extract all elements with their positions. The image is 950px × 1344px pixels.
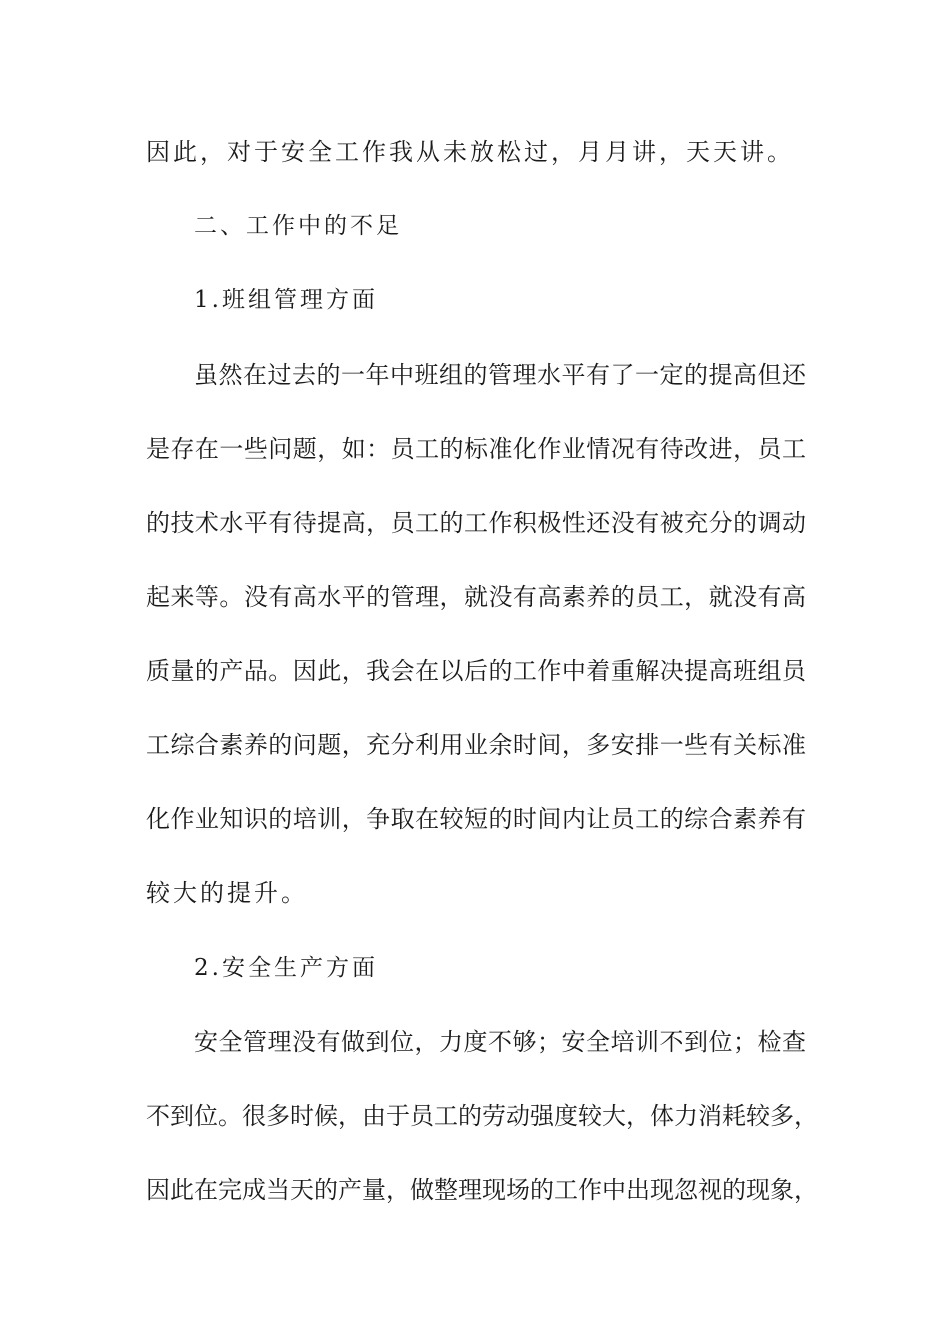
paragraph-line: 因此在完成当天的产量，做整理现场的工作中出现忽视的现象，	[146, 1176, 818, 1204]
paragraph-line: 是存在一些问题，如：员工的标准化作业情况有待改进，员工	[146, 435, 806, 463]
paragraph-line: 的技术水平有待提高，员工的工作积极性还没有被充分的调动	[146, 509, 806, 537]
paragraph-line: 质量的产品。因此，我会在以后的工作中着重解决提高班组员	[146, 657, 806, 685]
paragraph-line: 化作业知识的培训，争取在较短的时间内让员工的综合素养有	[146, 805, 806, 833]
section-heading: 二、工作中的不足	[194, 213, 402, 239]
paragraph-line: 较大的提升。	[146, 879, 308, 907]
paragraph-line: 安全管理没有做到位，力度不够；安全培训不到位；检查	[194, 1028, 806, 1056]
paragraph-line: 虽然在过去的一年中班组的管理水平有了一定的提高但还	[194, 361, 806, 389]
paragraph-line: 不到位。很多时候，由于员工的劳动强度较大，体力消耗较多，	[146, 1102, 818, 1130]
paragraph-line: 起来等。没有高水平的管理，就没有高素养的员工，就没有高	[146, 583, 806, 611]
subsection-heading: 1.班组管理方面	[194, 287, 378, 313]
subsection-heading: 2.安全生产方面	[194, 955, 378, 981]
paragraph-line: 因此，对于安全工作我从未放松过，月月讲，天天讲。	[146, 138, 794, 166]
paragraph-line: 工综合素养的问题，充分利用业余时间，多安排一些有关标准	[146, 731, 806, 759]
